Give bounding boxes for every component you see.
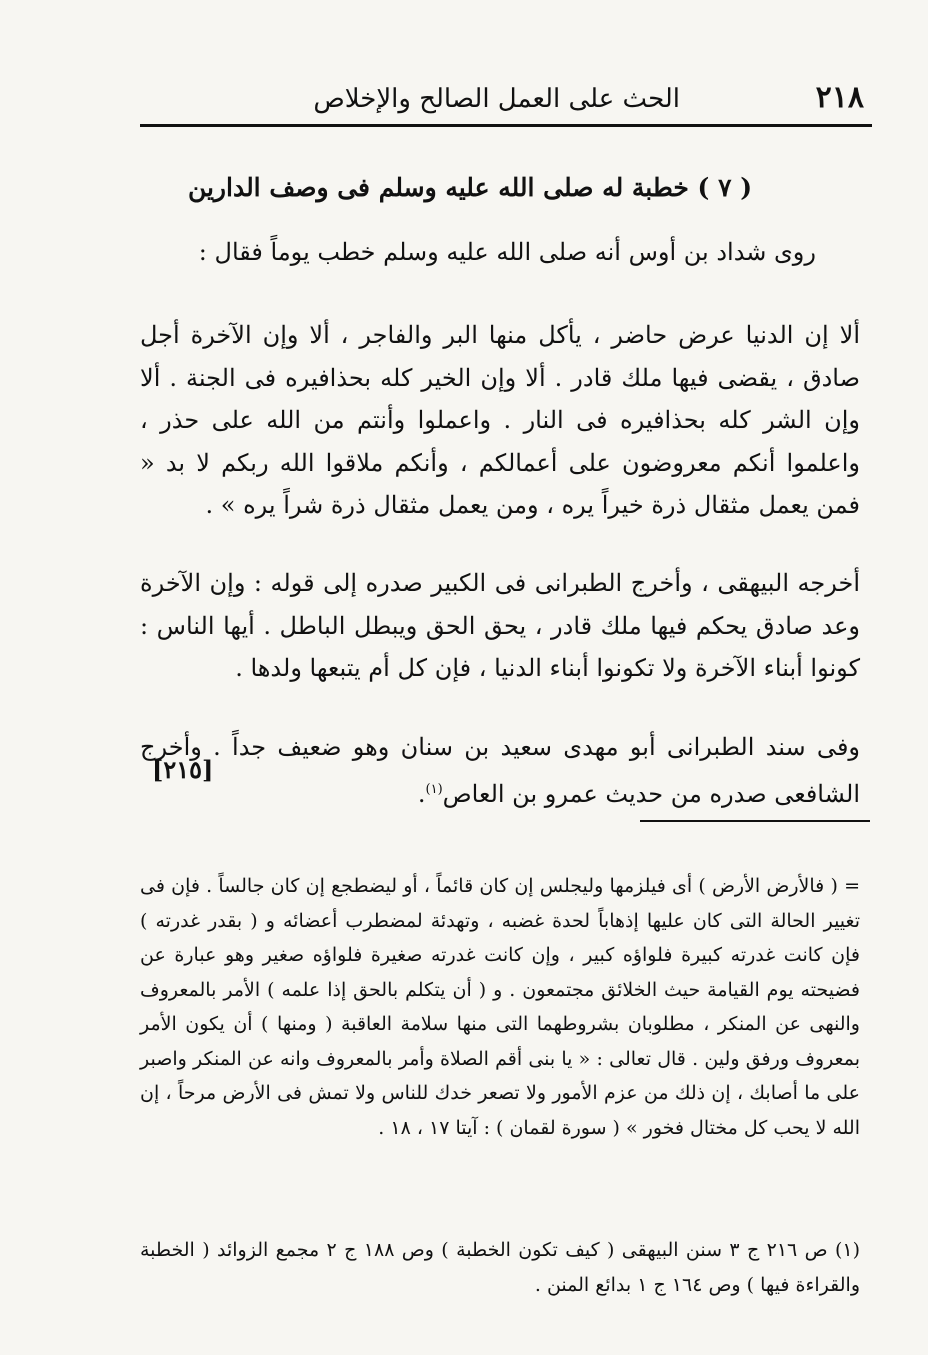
footnote-marker: (١) [425, 781, 443, 797]
footnote-1: (١) ص ٢١٦ ج ٣ سنن البيهقى ( كيف تكون الخطبة ) وص ١٨٨ ج ٢ مجمع الزوائد ( الخطبة والقراءة فيها ) وص ١٦٤ ج ١ بدائع المنن . [140, 1239, 861, 1296]
footnote-rule [640, 820, 870, 822]
chain-text: وفى سند الطبرانى أبو مهدى سعيد بن سنان وهو ضعيف جداً . وأخرج الشافعى صدره من حديث عمرو بن العاص [140, 733, 860, 808]
reference-number: [٢١٥] [152, 755, 214, 784]
running-header [140, 78, 870, 120]
section-heading: ( ٧ ) خطبة له صلى الله عليه وسلم فى وصف الدارين [187, 173, 753, 202]
footnote-continuation: = ( فالأرض الأرض ) أى فيلزمها وليجلس إن كان قائماً ، أو ليضطجع إن كان جالساً . فإن فى تغيير الحالة التى كان عليها إذهاباً لحدة غضبه ، وتهدئة لمضطرب أعضائه و ( بقدر غدرته ) فإن كانت غدرته كبيرة فلواؤه كبير ، وإن كانت غدرته صغيرة فلواؤه صغير وهو عبارة عن فضيحته يوم القيامة حيث الخلائق مجتمعون . و ( أن يتكلم بالحق إذا علمه ) الأمر بالمعروف والنهى عن المنكر ، مطلوبان بشروطهما التى منها سلامة العاقبة ( ومنها ) أن يكون الأمر بمعروف ورفق ولين . قال تعالى : « يا بنى أقم الصلاة وأمر بالمعروف وانه عن المنكر واصبر على ما أصابك ، إن ذلك من عزم الأمور ولا تصعر خدك للناس ولا تمش فى الأرض مرحاً ، إن الله لا يحب كل مختال فخور » ( سورة لقمان ) : آيتا ١٧ ، ١٨ . [140, 875, 860, 1139]
intro-line: روى شداد بن أوس أنه صلى الله عليه وسلم خطب يوماً فقال : [198, 238, 816, 266]
chain-text-end: . [417, 779, 426, 808]
page-number: ٢١٨ [815, 80, 864, 115]
chain-paragraph [140, 726, 860, 815]
running-title: الحث على العمل الصالح والإخلاص [313, 84, 680, 114]
source-paragraph: أخرجه البيهقى ، وأخرج الطبرانى فى الكبير صدره إلى قوله : وإن الآخرة وعد صادق يحكم فيها ملك قادر ، يحق الحق ويبطل الباطل . أيها الناس : كونوا أبناء الآخرة ولا تكونوا أبناء الدنيا ، فإن كل أم يتبعها ولدها . [140, 569, 860, 683]
sermon-paragraph: ألا إن الدنيا عرض حاضر ، يأكل منها البر والفاجر ، ألا وإن الآخرة أجل صادق ، يقضى فيها ملك قادر . ألا وإن الخير كله بحذافيره فى الجنة . ألا وإن الشر كله بحذافيره فى النار . واعملوا وأنتم من الله على حذر ، واعلموا أنكم معروضون على أعمالكم ، وأنكم ملاقوا الله ربكم لا بد « فمن يعمل مثقال ذرة خيراً يره ، ومن يعمل مثقال ذرة شراً يره » . [140, 321, 860, 520]
header-rule [140, 124, 872, 127]
